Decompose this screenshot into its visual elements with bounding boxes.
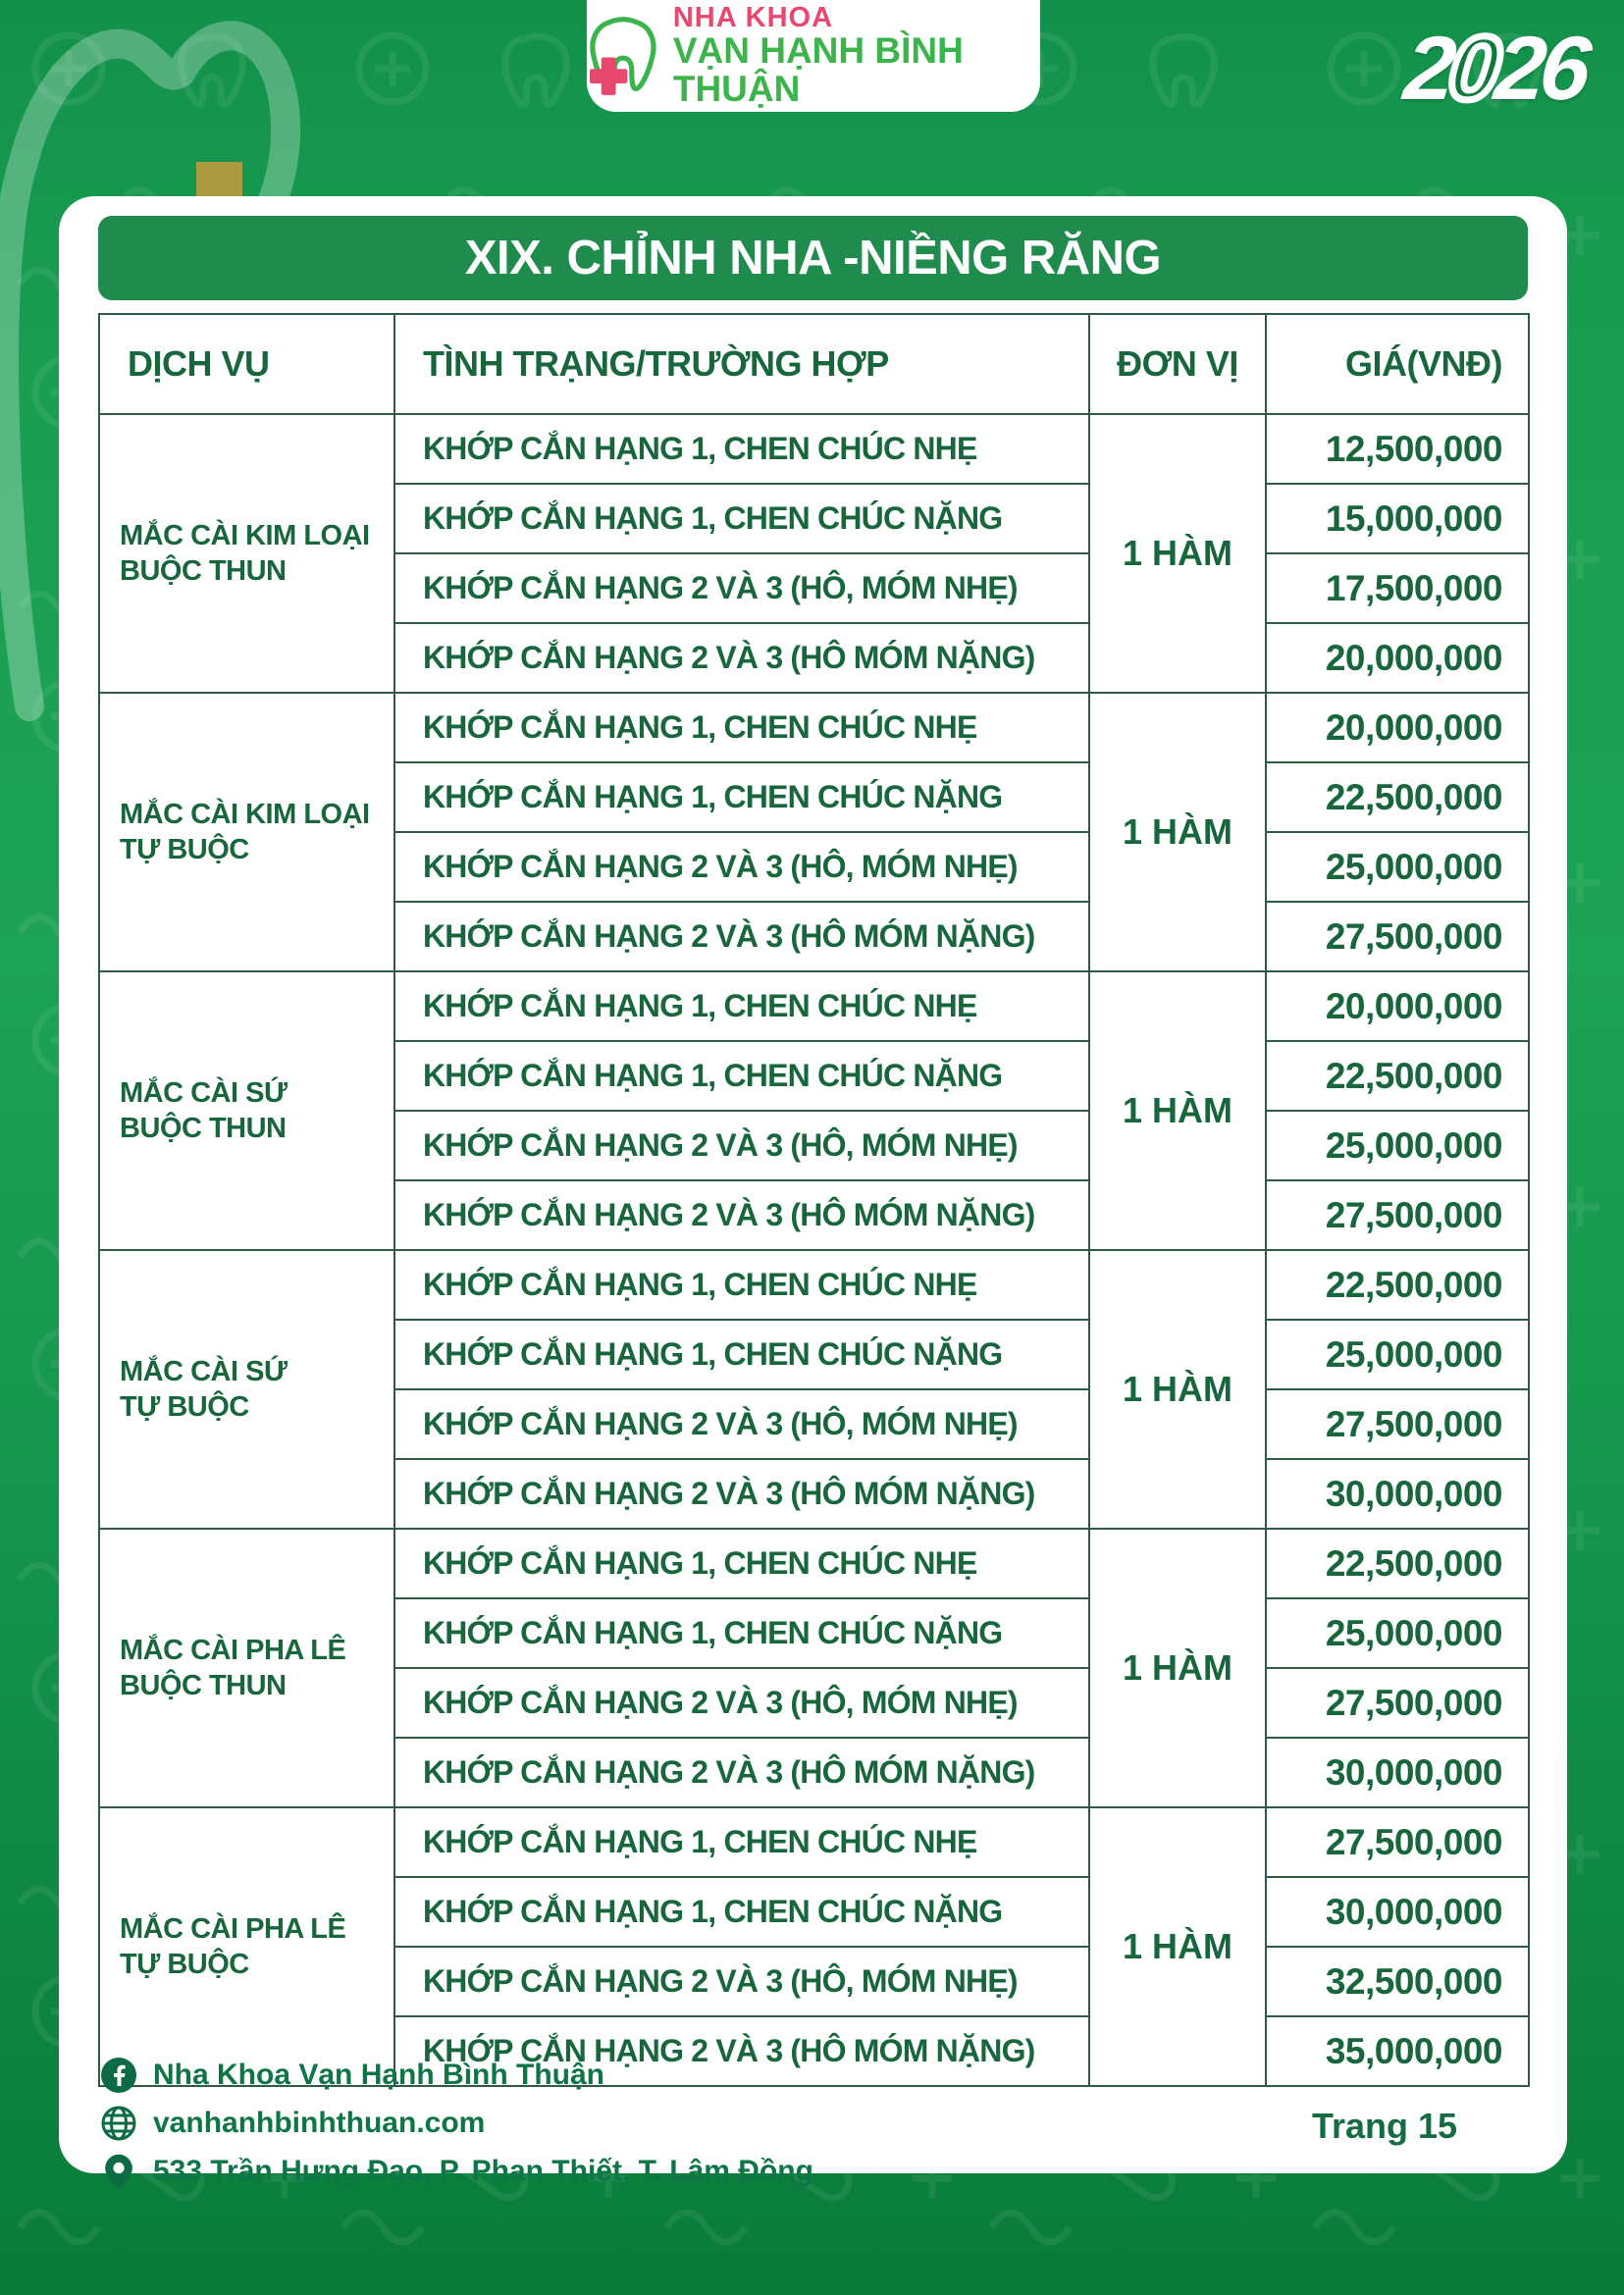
- condition-cell: KHỚP CẮN HẠNG 2 VÀ 3 (HÔ MÓM NẶNG): [394, 1459, 1089, 1529]
- condition-cell: KHỚP CẮN HẠNG 2 VÀ 3 (HÔ, MÓM NHẸ): [394, 1111, 1089, 1180]
- price-list-card: [59, 196, 1567, 2187]
- price-cell: 12,500,000: [1266, 414, 1529, 484]
- column-header: ĐƠN VỊ: [1089, 314, 1266, 414]
- price-cell: 32,500,000: [1266, 1947, 1529, 2016]
- tooth-with-cross-icon: [587, 7, 659, 105]
- condition-cell: KHỚP CẮN HẠNG 1, CHEN CHÚC NHẸ: [394, 971, 1089, 1041]
- price-cell: 22,500,000: [1266, 1041, 1529, 1111]
- condition-cell: KHỚP CẮN HẠNG 2 VÀ 3 (HÔ MÓM NẶNG): [394, 623, 1089, 693]
- condition-cell: KHỚP CẮN HẠNG 2 VÀ 3 (HÔ, MÓM NHẸ): [394, 1947, 1089, 2016]
- table-row: [99, 414, 1529, 484]
- price-cell: 25,000,000: [1266, 1111, 1529, 1180]
- service-cell: MẮC CÀI KIM LOẠI TỰ BUỘC: [99, 693, 394, 971]
- condition-cell: KHỚP CẮN HẠNG 2 VÀ 3 (HÔ MÓM NẶNG): [394, 2016, 1089, 2086]
- globe-icon: [100, 2105, 137, 2142]
- column-header: DỊCH VỤ: [99, 314, 394, 414]
- address-text: 533 Trần Hưng Đạo, P. Phan Thiết, T. Lâm Đồng: [153, 2155, 813, 2187]
- condition-cell: KHỚP CẮN HẠNG 2 VÀ 3 (HÔ MÓM NẶNG): [394, 902, 1089, 971]
- condition-cell: KHỚP CẮN HẠNG 2 VÀ 3 (HÔ, MÓM NHẸ): [394, 553, 1089, 623]
- price-cell: 27,500,000: [1266, 902, 1529, 971]
- year-digit: 2: [1491, 19, 1546, 119]
- unit-cell: 1 HÀM: [1089, 1250, 1266, 1529]
- address-line: [100, 2153, 813, 2190]
- condition-cell: KHỚP CẮN HẠNG 1, CHEN CHÚC NHẸ: [394, 693, 1089, 762]
- table-row: [99, 693, 1529, 762]
- price-cell: 25,000,000: [1266, 1320, 1529, 1389]
- page-number: Trang 15: [1311, 2106, 1457, 2146]
- condition-cell: KHỚP CẮN HẠNG 2 VÀ 3 (HÔ, MÓM NHẸ): [394, 832, 1089, 902]
- price-cell: 27,500,000: [1266, 1180, 1529, 1250]
- price-cell: 20,000,000: [1266, 693, 1529, 762]
- table-row: [99, 1529, 1529, 1598]
- condition-cell: KHỚP CẮN HẠNG 1, CHEN CHÚC NHẸ: [394, 414, 1089, 484]
- year-digit: 0: [1444, 19, 1502, 119]
- price-cell: 30,000,000: [1266, 1738, 1529, 1807]
- price-cell: 27,500,000: [1266, 1389, 1529, 1459]
- price-cell: 15,000,000: [1266, 484, 1529, 553]
- clinic-logo: [587, 0, 1040, 112]
- unit-cell: 1 HÀM: [1089, 1807, 1266, 2086]
- table-row: [99, 1807, 1529, 1877]
- service-cell: MẮC CÀI PHA LÊ BUỘC THUN: [99, 1529, 394, 1807]
- service-cell: MẮC CÀI KIM LOẠI BUỘC THUN: [99, 414, 394, 693]
- year-digit: 2: [1400, 19, 1455, 119]
- condition-cell: KHỚP CẮN HẠNG 1, CHEN CHÚC NHẸ: [394, 1250, 1089, 1320]
- unit-cell: 1 HÀM: [1089, 1529, 1266, 1807]
- price-cell: 20,000,000: [1266, 971, 1529, 1041]
- price-cell: 17,500,000: [1266, 553, 1529, 623]
- condition-cell: KHỚP CẮN HẠNG 1, CHEN CHÚC NHẸ: [394, 1529, 1089, 1598]
- price-cell: 25,000,000: [1266, 1598, 1529, 1668]
- service-cell: MẮC CÀI SỨ TỰ BUỘC: [99, 1250, 394, 1529]
- price-cell: 22,500,000: [1266, 1250, 1529, 1320]
- condition-cell: KHỚP CẮN HẠNG 1, CHEN CHÚC NẶNG: [394, 1877, 1089, 1947]
- price-cell: 30,000,000: [1266, 1877, 1529, 1947]
- contact-block: [100, 2057, 813, 2190]
- price-cell: 20,000,000: [1266, 623, 1529, 693]
- location-pin-icon: [100, 2153, 137, 2190]
- website-line: [100, 2105, 813, 2142]
- year-2026-logo: [1400, 18, 1591, 121]
- website-url: vanhanhbinhthuan.com: [153, 2107, 486, 2139]
- section-title: XIX. CHỈNH NHA -NIỀNG RĂNG: [464, 232, 1162, 285]
- unit-cell: 1 HÀM: [1089, 414, 1266, 693]
- price-cell: 25,000,000: [1266, 832, 1529, 902]
- brand-name-label: VẠN HẠNH BÌNH THUẬN: [672, 30, 964, 110]
- unit-cell: 1 HÀM: [1089, 693, 1266, 971]
- price-cell: 22,500,000: [1266, 762, 1529, 832]
- price-cell: 30,000,000: [1266, 1459, 1529, 1529]
- condition-cell: KHỚP CẮN HẠNG 1, CHEN CHÚC NHẸ: [394, 1807, 1089, 1877]
- price-cell: 22,500,000: [1266, 1529, 1529, 1598]
- unit-cell: 1 HÀM: [1089, 971, 1266, 1250]
- condition-cell: KHỚP CẮN HẠNG 2 VÀ 3 (HÔ, MÓM NHẸ): [394, 1389, 1089, 1459]
- price-cell: 27,500,000: [1266, 1807, 1529, 1877]
- condition-cell: KHỚP CẮN HẠNG 2 VÀ 3 (HÔ MÓM NẶNG): [394, 1738, 1089, 1807]
- table-row: [99, 1250, 1529, 1320]
- condition-cell: KHỚP CẮN HẠNG 1, CHEN CHÚC NẶNG: [394, 762, 1089, 832]
- section-title-banner: [98, 216, 1528, 300]
- condition-cell: KHỚP CẮN HẠNG 1, CHEN CHÚC NẶNG: [394, 1320, 1089, 1389]
- condition-cell: KHỚP CẮN HẠNG 1, CHEN CHÚC NẶNG: [394, 1041, 1089, 1111]
- price-cell: 27,500,000: [1266, 1668, 1529, 1738]
- condition-cell: KHỚP CẮN HẠNG 2 VÀ 3 (HÔ, MÓM NHẸ): [394, 1668, 1089, 1738]
- price-cell: 35,000,000: [1266, 2016, 1529, 2086]
- column-header: TÌNH TRẠNG/TRƯỜNG HỢP: [394, 314, 1089, 414]
- price-table: [98, 313, 1530, 2087]
- column-header: GIÁ(VNĐ): [1266, 314, 1529, 414]
- condition-cell: KHỚP CẮN HẠNG 1, CHEN CHÚC NẶNG: [394, 1598, 1089, 1668]
- service-cell: MẮC CÀI SỨ BUỘC THUN: [99, 971, 394, 1250]
- year-digit: 6: [1535, 19, 1591, 119]
- condition-cell: KHỚP CẮN HẠNG 1, CHEN CHÚC NẶNG: [394, 484, 1089, 553]
- service-cell: MẮC CÀI PHA LÊ TỰ BUỘC: [99, 1807, 394, 2086]
- facebook-line: [100, 2057, 813, 2094]
- table-row: [99, 971, 1529, 1041]
- brand-top-label: NHA KHOA: [672, 1, 834, 33]
- facebook-icon: [100, 2057, 137, 2094]
- facebook-name: Nha Khoa Vạn Hạnh Bình Thuận: [153, 2059, 605, 2091]
- condition-cell: KHỚP CẮN HẠNG 2 VÀ 3 (HÔ MÓM NẶNG): [394, 1180, 1089, 1250]
